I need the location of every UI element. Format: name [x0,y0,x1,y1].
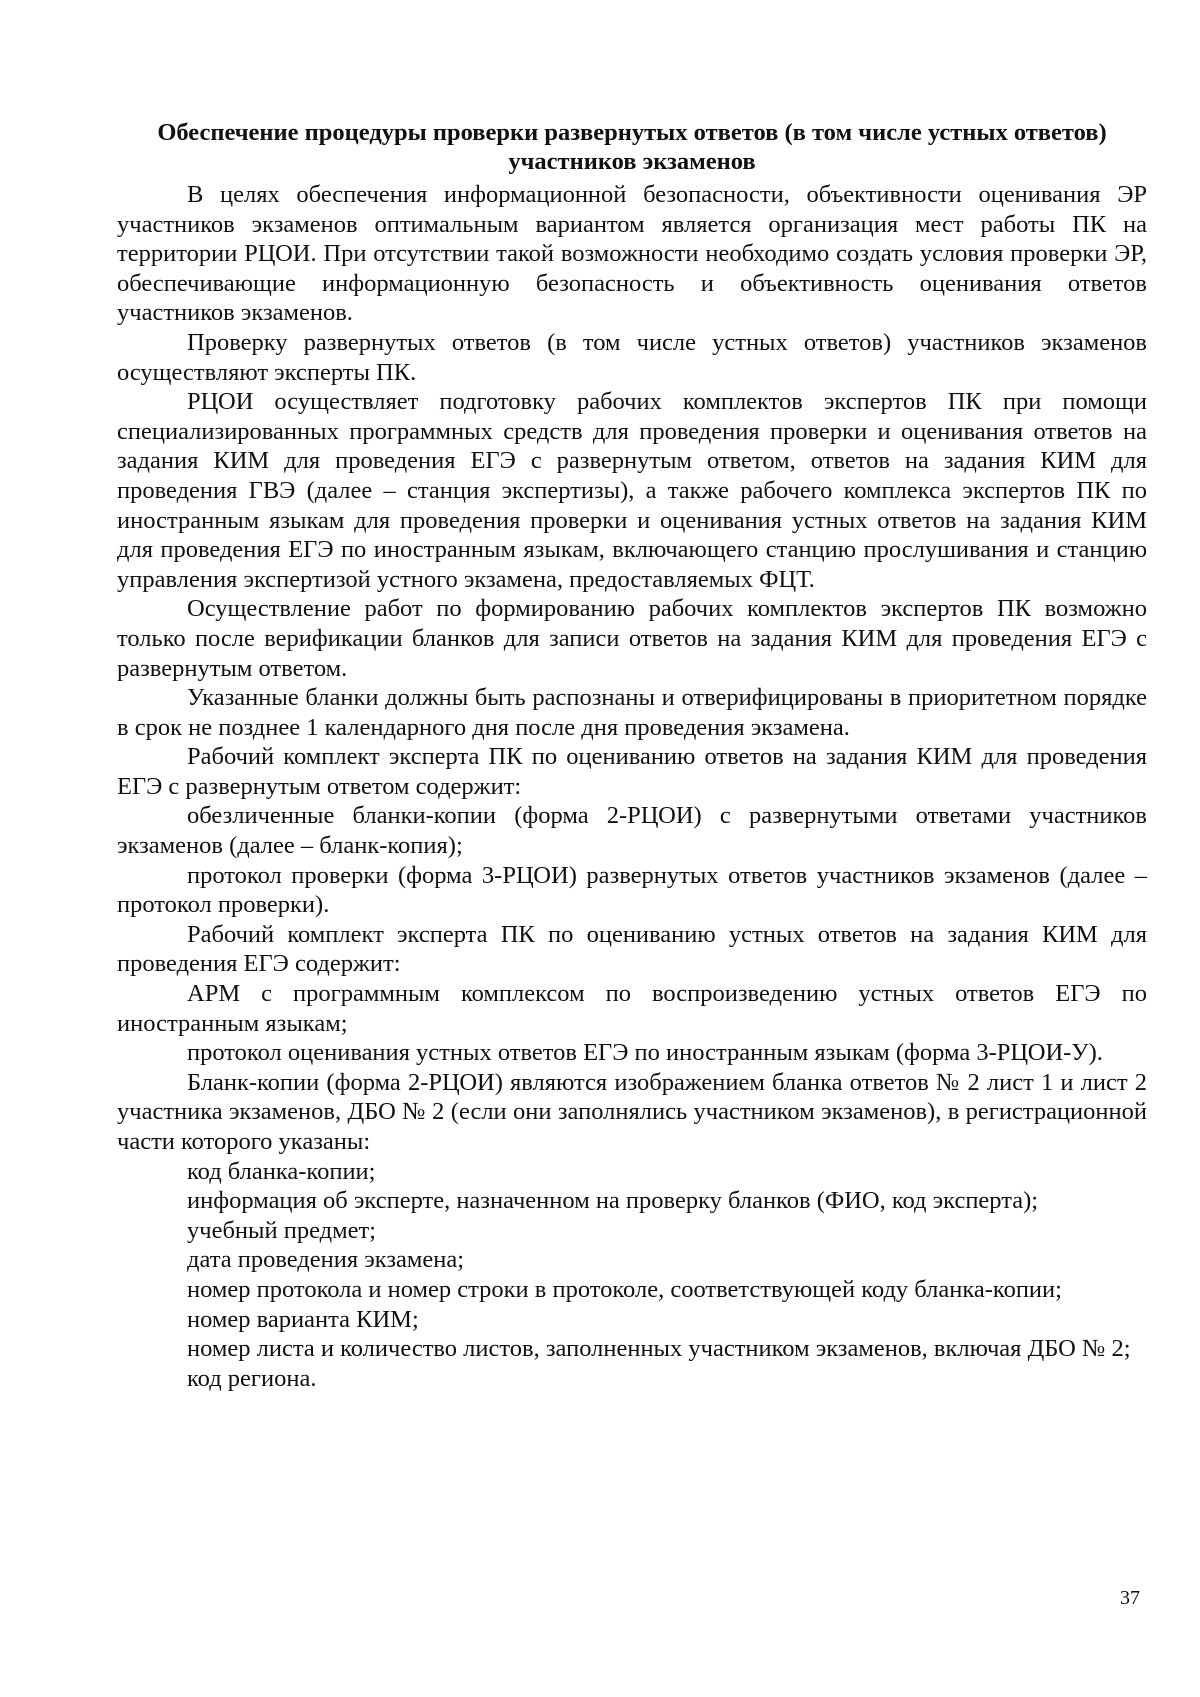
paragraph-experts: Проверку развернутых ответов (в том числе устных ответов) участников экзаменов осуществляют эксперты ПК. [117,328,1147,386]
paragraph-rcoi-preparation: РЦОИ осуществляет подготовку рабочих комплектов экспертов ПК при помощи специализированных программных средств для проведения проверки и оценивания ответов на задания КИМ для проведения ЕГЭ с развернутым ответом, ответов на задания КИМ для проведения ГВЭ (далее – станция экспертизы), а также рабочего комплекса экспертов ПК по иностранным языкам для проведения проверки и оценивания устных ответов на задания КИМ для проведения ЕГЭ по иностранным языкам, включающего станцию прослушивания и станцию управления экспертизой устного экзамена, предоставляемых ФЦТ. [117,388,1147,593]
paragraph-kit-contents: Рабочий комплект эксперта ПК по оцениванию ответов на задания КИМ для проведения ЕГЭ с развернутым ответом содержит: [117,743,1147,800]
section-heading: Обеспечение процедуры проверки развернутых ответов (в том числе устных ответов) участников экзаменов [157,119,1107,175]
list-item-arm: АРМ с программным комплексом по воспроизведению устных ответов ЕГЭ по иностранным языкам; [117,980,1147,1037]
list-item-blank-code: код бланка-копии; [187,1157,376,1185]
paragraph-blanks-recognition: Указанные бланки должны быть распознаны и отверифицированы в приоритетном порядке в срок не позднее 1 календарного дня после дня проведения экзамена. [117,684,1147,741]
list-item-oral-protocol: протокол оценивания устных ответов ЕГЭ по иностранным языкам (форма 3-РЦОИ-У). [187,1039,1103,1067]
page-number: 37 [1120,1587,1140,1609]
list-item-blank-copies: обезличенные бланки-копии (форма 2-РЦОИ) с развернутыми ответами участников экзаменов (далее – бланк-копия); [117,802,1147,860]
document-page [117,118,1147,1393]
paragraph-blank-copies-description: Бланк-копии (форма 2-РЦОИ) являются изображением бланка ответов № 2 лист 1 и лист 2 участника экзаменов, ДБО № 2 (если они заполнялись участником экзаменов), в регистрационной части которого указаны: [117,1068,1147,1155]
paragraph-security: В целях обеспечения информационной безопасности, объективности оценивания ЭР участников экзаменов оптимальным вариантом является организация мест работы ПК на территории РЦОИ. При отсутствии такой возможности необходимо создать условия проверки ЭР, обеспечивающие информационную безопасность и объективность оценивания ответов участников экзаменов. [117,181,1147,327]
list-item-expert-info: информация об эксперте, назначенном на проверку бланков (ФИО, код эксперта); [187,1187,1039,1215]
list-item-kim-variant: номер варианта КИМ; [187,1305,419,1333]
paragraph-oral-kit-contents: Рабочий комплект эксперта ПК по оцениванию устных ответов на задания КИМ для проведения ЕГЭ содержит: [117,920,1147,978]
list-item-protocol-number: номер протокола и номер строки в протоколе, соответствующей коду бланка-копии; [187,1275,1062,1303]
list-item-exam-date: дата проведения экзамена; [187,1246,465,1274]
list-item-region-code: код региона. [187,1364,317,1392]
list-item-sheet-number: номер листа и количество листов, заполненных участником экзаменов, включая ДБО № 2; [187,1335,1131,1363]
list-item-subject: учебный предмет; [187,1216,376,1244]
paragraph-verification: Осуществление работ по формированию рабочих комплектов экспертов ПК возможно только после верификации бланков для записи ответов на задания КИМ для проведения ЕГЭ с развернутым ответом. [117,595,1147,682]
list-item-check-protocol: протокол проверки (форма 3-РЦОИ) развернутых ответов участников экзаменов (далее – протокол проверки). [117,861,1147,919]
